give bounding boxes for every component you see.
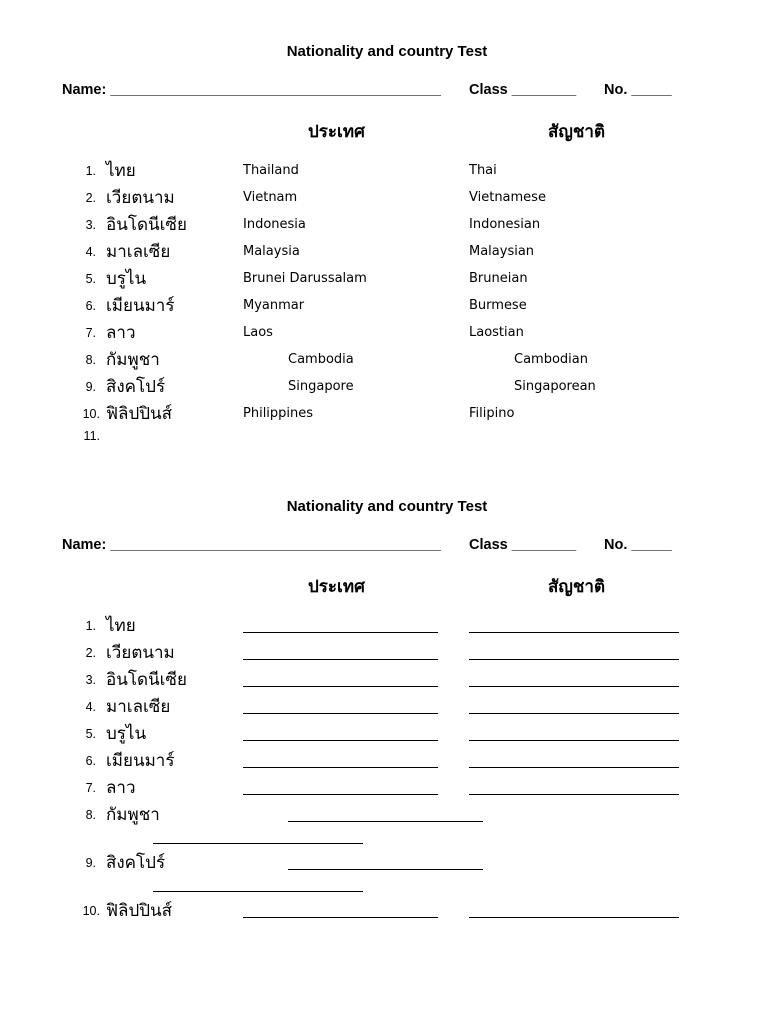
item-number: 1. [85, 164, 96, 178]
nationality-column-heading: สัญชาติ [548, 577, 605, 597]
item-number: 2. [85, 646, 96, 660]
thai-country-name: ฟิลิปปินส์ [106, 404, 173, 424]
country-answer-blank[interactable] [288, 821, 483, 822]
item-number: 6. [85, 299, 96, 313]
nationality-answer: Vietnamese [469, 190, 546, 205]
thai-country-name: บรูไน [106, 724, 147, 744]
thai-country-name: เมียนมาร์ [106, 296, 175, 316]
nationality-answer-blank[interactable] [469, 917, 679, 918]
nationality-answer: Cambodian [514, 352, 588, 367]
nationality-answer-blank[interactable] [469, 686, 679, 687]
item-number: 11. [83, 429, 100, 443]
name-field-label: Name: _________________________________________ [62, 537, 441, 553]
nationality-answer-blank[interactable] [469, 794, 679, 795]
thai-country-name: ไทย [106, 161, 136, 181]
item-number: 7. [85, 326, 96, 340]
country-answer-blank[interactable] [243, 713, 438, 714]
nationality-answer-blank[interactable] [469, 740, 679, 741]
country-answer: Philippines [243, 406, 314, 421]
country-answer-blank[interactable] [243, 917, 438, 918]
thai-country-name: ลาว [106, 323, 136, 343]
nationality-answer: Filipino [469, 406, 515, 421]
thai-country-name: ไทย [106, 616, 136, 636]
nationality-answer: Singaporean [514, 379, 596, 394]
country-answer-blank[interactable] [243, 632, 438, 633]
thai-country-name: บรูไน [106, 269, 147, 289]
thai-country-name: มาเลเซีย [106, 242, 171, 262]
country-answer: Brunei Darussalam [243, 271, 367, 286]
thai-country-name: ลาว [106, 778, 136, 798]
country-answer-blank[interactable] [243, 740, 438, 741]
country-answer-blank[interactable] [288, 869, 483, 870]
worksheet-title: Nationality and country Test [286, 43, 488, 60]
item-number: 9. [85, 380, 96, 394]
item-number: 1. [85, 619, 96, 633]
thai-country-name: กัมพูชา [106, 805, 160, 825]
nationality-answer: Indonesian [469, 217, 541, 232]
nationality-answer-blank[interactable] [469, 659, 679, 660]
country-column-heading: ประเทศ [308, 122, 365, 142]
country-answer: Thailand [243, 163, 299, 178]
country-answer-blank[interactable] [243, 794, 438, 795]
nationality-answer-blank[interactable] [469, 632, 679, 633]
country-answer-blank[interactable] [243, 767, 438, 768]
thai-country-name: ฟิลิปปินส์ [106, 901, 173, 921]
country-answer: Vietnam [243, 190, 298, 205]
nationality-answer-blank[interactable] [469, 767, 679, 768]
number-field-label: No. _____ [604, 537, 672, 553]
thai-country-name: อินโดนีเซีย [106, 670, 187, 690]
number-field-label: No. _____ [604, 82, 672, 98]
thai-country-name: มาเลเซีย [106, 697, 171, 717]
nationality-answer: Thai [469, 163, 497, 178]
item-number: 3. [85, 673, 96, 687]
country-answer: Singapore [288, 379, 354, 394]
thai-country-name: กัมพูชา [106, 350, 160, 370]
item-number: 5. [85, 272, 96, 286]
nationality-answer-blank[interactable] [469, 713, 679, 714]
thai-country-name: เมียนมาร์ [106, 751, 175, 771]
item-number: 7. [85, 781, 96, 795]
item-number: 10. [82, 407, 100, 421]
country-answer: Indonesia [243, 217, 306, 232]
worksheet-title: Nationality and country Test [286, 498, 488, 515]
nationality-answer-blank[interactable] [153, 891, 363, 892]
thai-country-name: สิงคโปร์ [106, 377, 166, 397]
country-answer-blank[interactable] [243, 659, 438, 660]
nationality-answer-blank[interactable] [153, 843, 363, 844]
item-number: 8. [85, 353, 96, 367]
item-number: 10. [82, 904, 100, 918]
item-number: 8. [85, 808, 96, 822]
nationality-answer: Laostian [469, 325, 524, 340]
item-number: 9. [85, 856, 96, 870]
item-number: 5. [85, 727, 96, 741]
country-answer: Myanmar [243, 298, 305, 313]
nationality-answer: Bruneian [469, 271, 528, 286]
thai-country-name: เวียตนาม [106, 643, 175, 663]
country-answer: Cambodia [288, 352, 354, 367]
country-answer: Laos [243, 325, 273, 340]
class-field-label: Class ________ [469, 537, 577, 553]
nationality-column-heading: สัญชาติ [548, 122, 605, 142]
nationality-answer: Malaysian [469, 244, 535, 259]
item-number: 6. [85, 754, 96, 768]
item-number: 4. [85, 700, 96, 714]
thai-country-name: เวียตนาม [106, 188, 175, 208]
nationality-answer: Burmese [469, 298, 527, 313]
country-answer-blank[interactable] [243, 686, 438, 687]
item-number: 4. [85, 245, 96, 259]
thai-country-name: สิงคโปร์ [106, 853, 166, 873]
thai-country-name: อินโดนีเซีย [106, 215, 187, 235]
country-answer: Malaysia [243, 244, 300, 259]
item-number: 2. [85, 191, 96, 205]
country-column-heading: ประเทศ [308, 577, 365, 597]
name-field-label: Name: _________________________________________ [62, 82, 441, 98]
class-field-label: Class ________ [469, 82, 577, 98]
item-number: 3. [85, 218, 96, 232]
